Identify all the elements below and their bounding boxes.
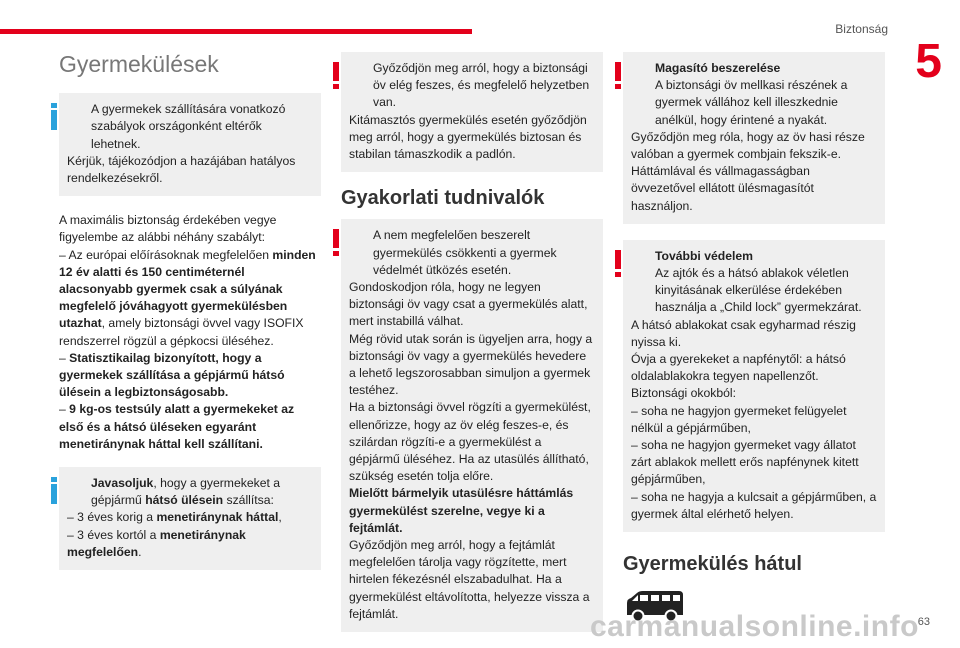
section-heading-practical: Gyakorlati tudnivalók — [341, 187, 545, 210]
rule-3: – 9 kg-os testsúly alatt a gyermekeket az első és a hátsó üléseken egyaránt menetiránynak háttal kell szállítani. — [59, 402, 295, 451]
warning-list-item: – soha ne hagyjon gyermeket felügyelet nélkül a gépjárműben, — [631, 403, 847, 435]
warning-list-item: – soha ne hagyja a kulcsait a gépjárműben, a gyermek által elérhető helyen. — [631, 489, 877, 521]
column-1 — [59, 52, 321, 586]
warning-text: A hátsó ablakokat csak egyharmad részig nyissa ki. — [631, 317, 856, 349]
rule-2: – Statisztikailag bizonyított, hogy a gyermekek szállítása a gépjármű hátsó ülésein a legbiztonságosabb. — [59, 350, 285, 400]
warning-text: Győződjön meg arról, hogy a biztonsági öv elég feszes, és megfelelő helyzetben van. — [373, 61, 590, 110]
watermark: carmanualsonline.info — [590, 610, 919, 643]
intro-paragraph: A maximális biztonság érdekében vegye figyelembe az alábbi néhány szabályt: — [59, 213, 277, 245]
warning-text: Még rövid utak során is ügyeljen arra, hogy a biztonsági öv vagy a gyermekülés hevedere a lehető legszorosabban simuljon a gyermek testéhez. — [349, 331, 593, 398]
column-2 — [341, 52, 603, 648]
warning-text: Az ajtók és a hátsó ablakok véletlen kinyitásának elkerülése érdekében használja a „Child lock” gyermekzárat. — [655, 266, 862, 315]
warning-title: További védelem — [655, 248, 753, 263]
info-icon — [51, 103, 57, 130]
warning-text-bold: Mielőtt bármelyik utasülésre háttámlás gyermekülést szerelne, vegye ki a fejtámlát. — [349, 486, 574, 535]
recommendation-item: – 3 éves kortól a menetiránynak megfelelően. — [67, 527, 246, 559]
column-3 — [623, 52, 885, 630]
section-title: Biztonság — [835, 22, 888, 36]
info-text: Kérjük, tájékozódjon a hazájában hatályos rendelkezésekről. — [67, 153, 296, 186]
recommendation-item: – 3 éves korig a menetiránynak háttal, — [67, 510, 282, 525]
page-number: 63 — [917, 616, 930, 628]
warning-text: A biztonsági öv mellkasi részének a gyermek vállához kell illeszkednie anélkül, hogy érintené a nyakát. — [655, 78, 848, 127]
warning-box-belt — [341, 52, 603, 172]
section-heading-rear-seats: Gyermekülés hátul — [623, 553, 802, 576]
warning-box-installation — [341, 219, 603, 632]
info-icon — [51, 477, 57, 504]
warning-icon — [615, 250, 621, 277]
warning-box-protection — [623, 240, 885, 532]
warning-text: Kitámasztós gyermekülés esetén győződjön meg arról, hogy a gyermekülés biztosan és stabilan támaszkodik a padlón. — [349, 112, 587, 162]
rule-1: – Az európai előírásoknak megfelelően minden 12 év alatti és 150 centiméternél alacsonyabb gyermek csak a súlyának megfelelő jóváhagyott gyermekülésben utazhat, amely biztonsági övvel vagy ISOFIX rendszerrel rögzül a gépkocsi üléséhez. — [59, 247, 316, 348]
warning-text: Háttámlával és vállmagasságban övvezetővel ellátott ülésmagasítót használjon. — [631, 164, 814, 213]
warning-text: Ha a biztonsági övvel rögzíti a gyermekülést, ellenőrizze, hogy az öv elég feszes-e, és szilárdan rögzíti-e a gyermekülést a gépjármű üléséhez. Ha az utasülés állítható, szükség esetén tolja előre. — [349, 400, 591, 484]
page-title: Gyermekülések — [59, 51, 219, 77]
warning-icon — [333, 62, 339, 89]
warning-text: Biztonsági okokból: — [631, 386, 737, 401]
header-accent-bar — [0, 29, 472, 34]
info-box-recommendation: Javasoljuk, hogy a gyermekeket a gépjármű hátsó ülésein szállítsa: – 3 éves korig a menetiránynak háttal, – 3 éves kortól a menetiránynak megfelelően. — [59, 467, 321, 570]
warning-list-item: – soha ne hagyjon gyermeket vagy állatot zárt ablakok mellett erős napfénynek kitett gépjárműben, — [631, 438, 859, 487]
warning-title: Magasító beszerelése — [655, 61, 781, 75]
warning-icon — [615, 62, 621, 89]
warning-text: A nem megfelelően beszerelt gyermekülés csökkenti a gyermek védelmét ütközés esetén. — [373, 228, 557, 277]
warning-text: Óvja a gyerekeket a napfénytől: a hátsó oldalablakokra tegyen napellenzőt. — [631, 352, 846, 384]
chapter-number: 5 — [915, 35, 942, 88]
warning-text: Győződjön meg arról, hogy a fejtámlát megfelelően tárolja vagy rögzítette, mert hirtelen fékezésnél elszabadulhat. Ha a gyermekülést eltávolította, helyezze vissza a fejtámlát. — [349, 538, 590, 621]
info-text: A gyermekek szállítására vonatkozó szabályok országonként eltérők lehetnek. — [91, 102, 286, 151]
warning-text: Győződjön meg róla, hogy az öv hasi része valóban a gyermek combjain fekszik-e. — [631, 129, 865, 162]
warning-text: Gondoskodjon róla, hogy ne legyen biztonsági öv vagy csat a gyermekülés alatt, mert instabillá válhat. — [349, 280, 588, 329]
warning-box-booster — [623, 52, 885, 224]
warning-icon — [333, 229, 339, 256]
info-box-regulations — [59, 93, 321, 196]
